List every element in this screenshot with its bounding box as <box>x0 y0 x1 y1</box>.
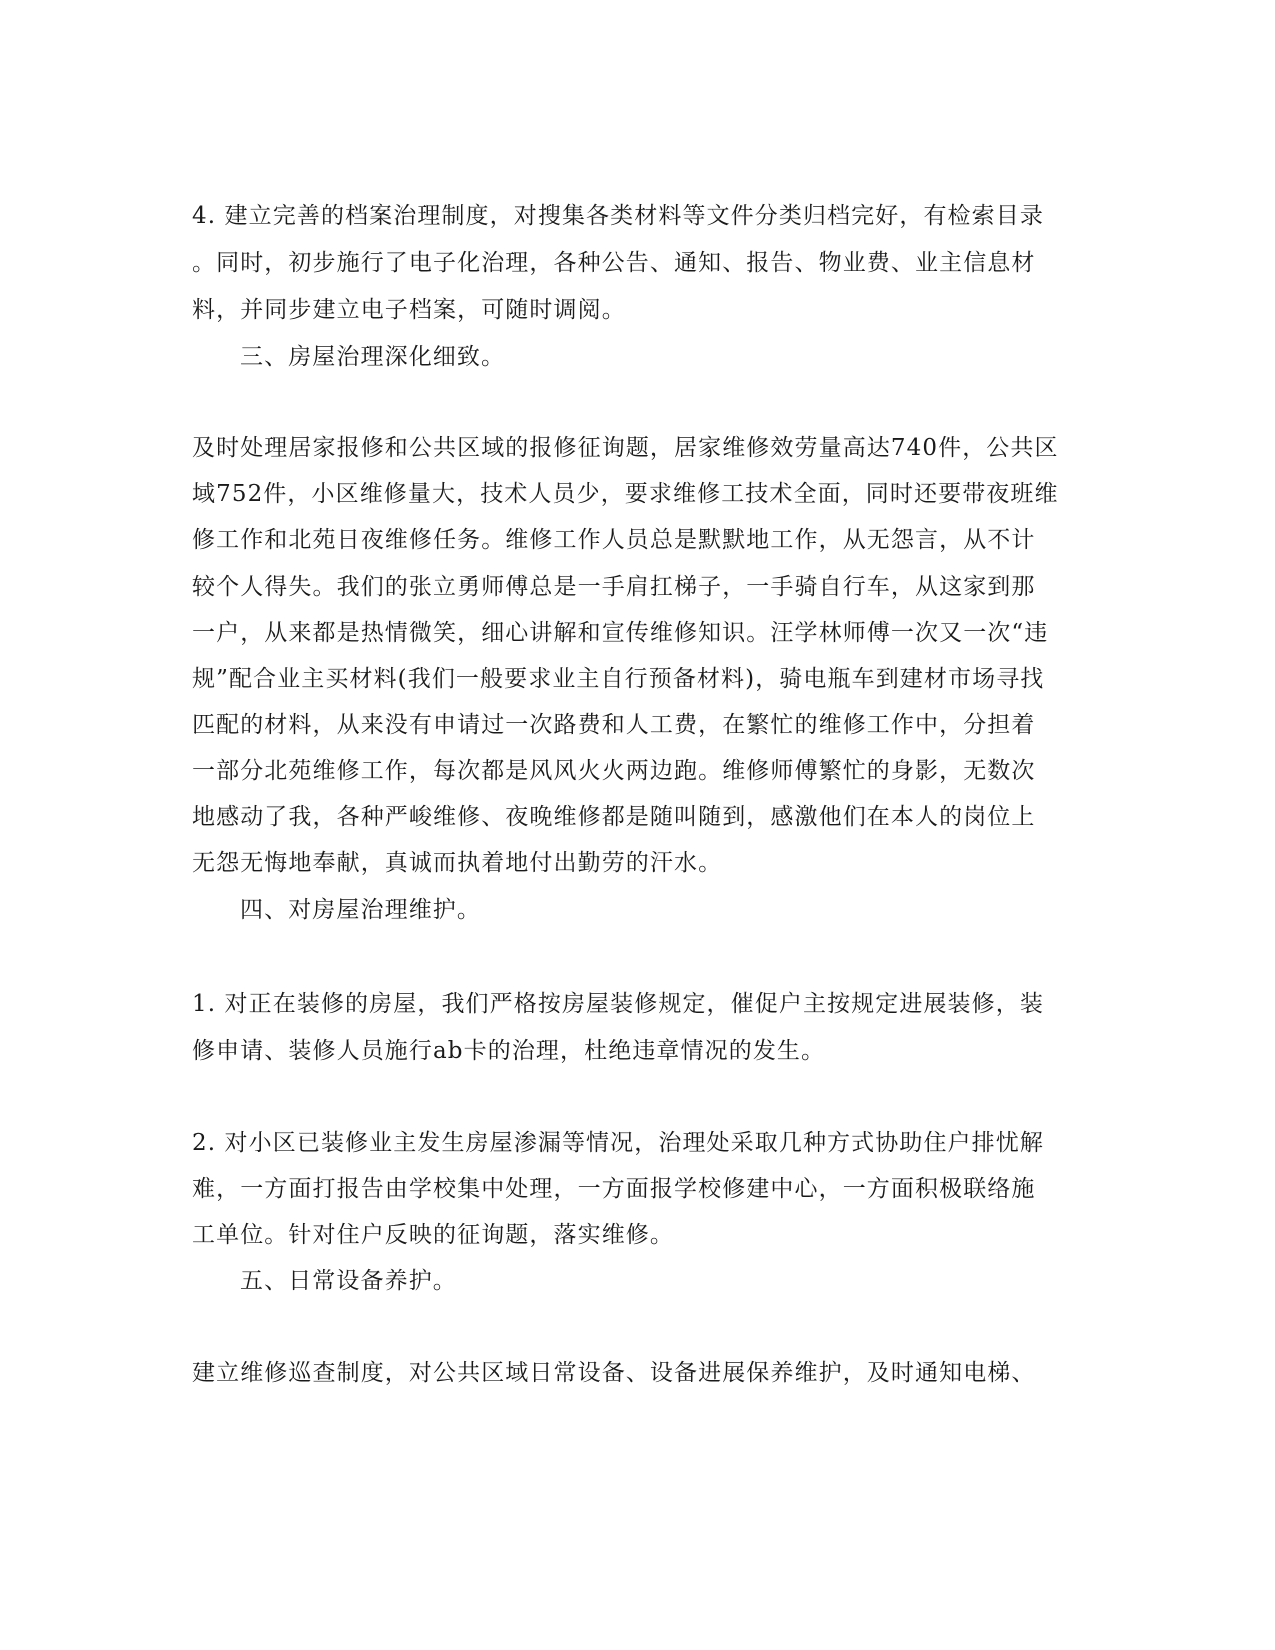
paragraph-repair-line-1: 及时处理居家报修和公共区域的报修征询题，居家维修效劳量高达740件，公共区 <box>192 435 1059 461</box>
paragraph-repair-line-10: 无怨无悔地奉献，真诚而执着地付出勤劳的汗水。 <box>192 850 723 876</box>
paragraph-repair-line-4: 较个人得失。我们的张立勇师傅总是一手肩扛梯子，一手骑自行车，从这家到那 <box>192 574 1036 600</box>
paragraph-archive-line-2: 。同时，初步施行了电子化治理，各种公告、通知、报告、物业费、业主信息材 <box>192 250 1036 276</box>
paragraph-repair-line-9: 地感动了我，各种严峻维修、夜晚维修都是随叫随到，感激他们在本人的岗位上 <box>192 804 1036 830</box>
paragraph-leakage-line-1: 2. 对小区已装修业主发生房屋渗漏等情况，治理处采取几种方式协助住户排忧解 <box>192 1130 1044 1156</box>
paragraph-repair-line-5: 一户，从来都是热情微笑，细心讲解和宣传维修知识。汪学林师傅一次又一次“违 <box>192 620 1049 646</box>
paragraph-repair-line-3: 修工作和北苑日夜维修任务。维修工作人员总是默默地工作，从无怨言，从不计 <box>192 527 1036 553</box>
paragraph-archive-line-3: 料，并同步建立电子档案，可随时调阅。 <box>192 297 626 323</box>
paragraph-repair-line-6: 规”配合业主买材料(我们一般要求业主自行预备材料)，骑电瓶车到建材市场寻找 <box>192 666 1045 692</box>
paragraph-archive-line-1: 4. 建立完善的档案治理制度，对搜集各类材料等文件分类归档完好，有检索目录 <box>192 203 1044 229</box>
paragraph-repair-line-8: 一部分北苑维修工作，每次都是风风火火两边跑。维修师傅繁忙的身影，无数次 <box>192 758 1036 784</box>
paragraph-leakage-line-2: 难，一方面打报告由学校集中处理，一方面报学校修建中心，一方面积极联络施 <box>192 1176 1036 1202</box>
paragraph-repair-line-2: 域752件，小区维修量大，技术人员少，要求维修工技术全面，同时还要带夜班维 <box>192 481 1059 507</box>
section-heading-4: 四、对房屋治理维护。 <box>240 897 481 923</box>
paragraph-leakage-line-3: 工单位。针对住户反映的征询题，落实维修。 <box>192 1222 674 1248</box>
paragraph-decoration-line-2: 修申请、装修人员施行ab卡的治理，杜绝违章情况的发生。 <box>192 1038 826 1064</box>
section-heading-5: 五、日常设备养护。 <box>240 1268 457 1294</box>
paragraph-inspection-line-1: 建立维修巡查制度，对公共区域日常设备、设备进展保养维护，及时通知电梯、 <box>192 1360 1036 1386</box>
paragraph-decoration-line-1: 1. 对正在装修的房屋，我们严格按房屋装修规定，催促户主按规定进展装修，装 <box>192 991 1044 1017</box>
paragraph-repair-line-7: 匹配的材料，从来没有申请过一次路费和人工费，在繁忙的维修工作中，分担着 <box>192 712 1036 738</box>
section-heading-3: 三、房屋治理深化细致。 <box>240 344 506 370</box>
